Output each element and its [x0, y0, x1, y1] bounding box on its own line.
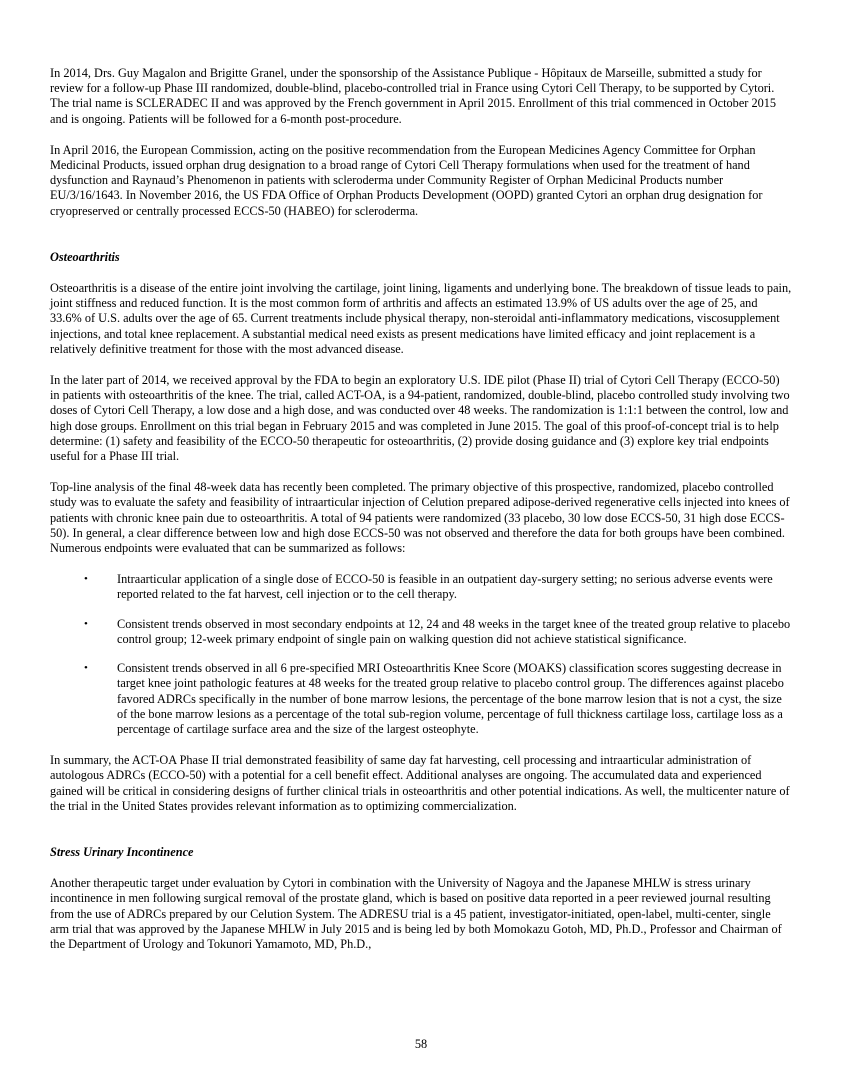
paragraph-scleradec: In 2014, Drs. Guy Magalon and Brigitte Granel, under the sponsorship of the Assistance Publique - Hôpitaux de Marseille, submitted a study for review for a follow-up Phase III randomized, double-blind, placebo-controlled trial in France using Cytori Cell Therapy, to be supported by Cytori. The trial name is SCLERADEC II and was approved by the French government in April 2015. Enrollment of this trial commenced in October 2015 and is ongoing. Patients will be followed for a 6-month post-procedure.	[50, 66, 777, 126]
bullet-text: Consistent trends observed in most secondary endpoints at 12, 24 and 48 weeks in the target knee of the treated group relative to placebo control group; 12-week primary endpoint of single pain on walking question did not achieve statistical significance.	[117, 616, 791, 646]
findings-bullet-list	[50, 572, 792, 737]
paragraph-orphan-designation: In April 2016, the European Commission, acting on the positive recommendation from the European Medicines Agency Committee for Orphan Medicinal Products, issued orphan drug designation to a broad range of Cytori Cell Therapy formulations when used for the treatment of hand dysfunction and Raynaud’s Phenomenon in patients with scleroderma under Community Register of Orphan Medicinal Products number EU/3/16/1643. In November 2016, the US FDA Office of Orphan Products Development (OOPD) granted Cytori an orphan drug designation for cryopreserved or centrally processed ECCS-50 (HABEO) for scleroderma.	[50, 142, 763, 218]
bullet-item	[50, 572, 792, 602]
page-number: 58	[414, 1037, 428, 1051]
paragraph-act-oa-trial: In the later part of 2014, we received approval by the FDA to begin an exploratory U.S. IDE pilot (Phase II) trial of Cytori Cell Therapy (ECCO-50) in patients with osteoarthritis of the knee. The trial, called ACT-OA, is a 94-patient, randomized, double-blind, placebo controlled study involving two doses of Cytori Cell Therapy, a low dose and a high dose, and was conducted over 48 weeks. The randomization is 1:1:1 between the control, low and high dose groups. Enrollment on this trial began in February 2015 and was completed in June 2015. The goal of this proof-of-concept trial is to help determine: (1) safety and feasibility of the ECCO-50 therapeutic for osteoarthritis, (2) provide dosing guidance and (3) explore key trial endpoints useful for a Phase III trial.	[50, 373, 790, 464]
paragraph-top-line-analysis: Top-line analysis of the final 48-week data has recently been completed. The primary objective of this prospective, randomized, placebo controlled study was to evaluate the safety and feasibility of intraarticular injection of Celution prepared adipose-derived regenerative cells injected into knees of patients with chronic knee pain due to osteoarthritis. A total of 94 patients were randomized (33 placebo, 30 low dose ECCS-50, 31 high dose ECCS-50). In general, a clear difference between low and high dose ECCS-50 was not observed and therefore the data for both groups have been combined. Numerous endpoints were evaluated that can be summarized as follows:	[50, 480, 790, 556]
bullet-item	[50, 661, 792, 737]
document-page	[50, 66, 792, 968]
bullet-item	[50, 617, 792, 647]
bullet-text: Consistent trends observed in all 6 pre-specified MRI Osteoarthritis Knee Score (MOAKS) classification scores suggesting decrease in target knee joint pathologic features at 48 weeks for the treated group relative to placebo control group. The differences against placebo favored ADRCs specifically in the number of bone marrow lesions, the percentage of the bone marrow lesion that is not a cyst, the size of the bone marrow lesions as a percentage of the total sub-region volume, percentage of full thickness cartilage loss, cartilage loss as a percentage of cartilage surface area and the size of the largest osteophyte.	[117, 661, 784, 736]
bullet-icon: •	[84, 662, 88, 675]
bullet-icon: •	[84, 573, 88, 586]
bullet-icon: •	[84, 617, 88, 630]
paragraph-summary: In summary, the ACT-OA Phase II trial demonstrated feasibility of same day fat harvesting, cell processing and intraarticular administration of autologous ADRCs (ECCO-50) with a potential for a cell benefit effect. Additional analyses are ongoing. The accumulated data and experienced gained will be critical in considering designs of further clinical trials in osteoarthritis and other potential indications. As well, the multicenter nature of the trial in the United States provides relevant information as to optimizing commercialization.	[50, 753, 790, 813]
bullet-text: Intraarticular application of a single dose of ECCO-50 is feasible in an outpatient day-surgery setting; no serious adverse events were reported related to the fat harvest, cell injection or to the cell therapy.	[117, 572, 773, 602]
paragraph-adresu-trial: Another therapeutic target under evaluation by Cytori in combination with the University of Nagoya and the Japanese MHLW is stress urinary incontinence in men following surgical removal of the prostate gland, which is based on positive data reported in a peer reviewed journal resulting from the use of ADRCs prepared by our Celution System. The ADRESU trial is a 45 patient, investigator-initiated, open-label, multi-center, single arm trial that was approved by the Japanese MHLW in July 2015 and is being led by both Momokazu Gotoh, MD, Ph.D., Professor and Chairman of the Department of Urology and Tokunori Yamamoto, MD, Ph.D.,	[50, 876, 782, 951]
paragraph-osteoarthritis-intro: Osteoarthritis is a disease of the entire joint involving the cartilage, joint lining, ligaments and underlying bone. The breakdown of tissue leads to pain, joint stiffness and reduced function. It is the most common form of arthritis and affects an estimated 13.9% of US adults over the age of 25, and 33.6% of U.S. adults over the age of 65. Current treatments include physical therapy, non-steroidal anti-inflammatory medications, viscosupplement injections, and total knee replacement. A substantial medical need exists as present medications have limited efficacy and joint replacement is a relatively definitive treatment for those with the most advanced disease.	[50, 281, 792, 356]
section-heading-osteoarthritis: Osteoarthritis	[50, 249, 120, 264]
section-heading-stress-urinary-incontinence: Stress Urinary Incontinence	[50, 844, 194, 859]
